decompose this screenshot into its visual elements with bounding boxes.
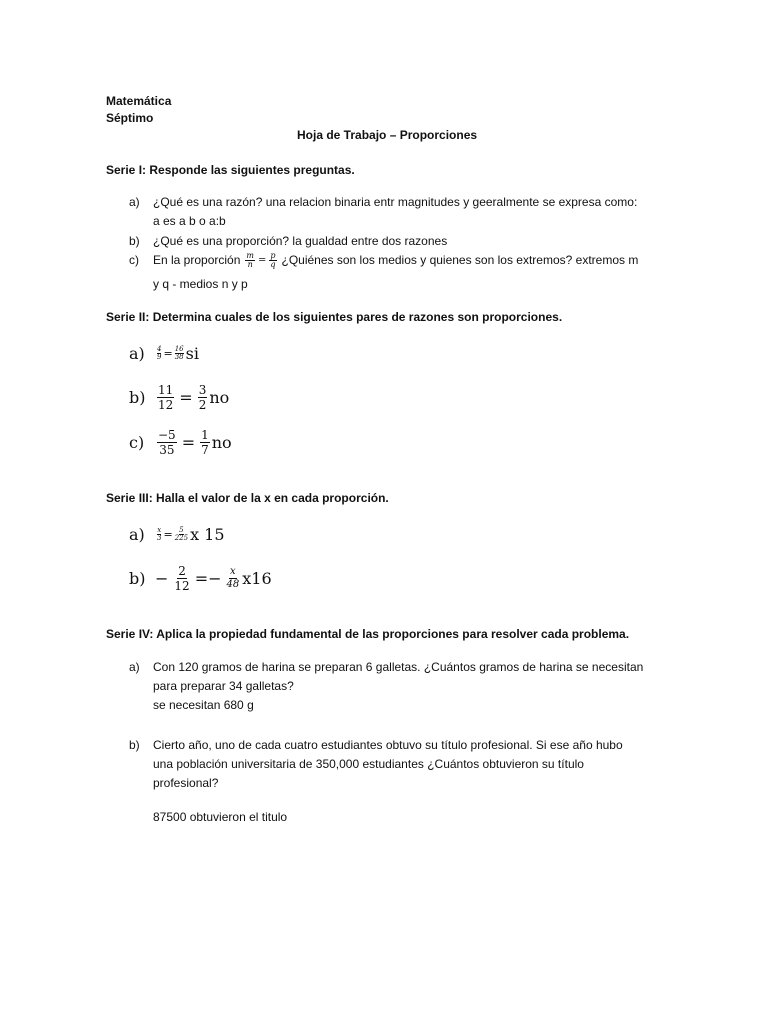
serie2-b-label: b) — [129, 387, 146, 407]
frac-num: m — [246, 251, 254, 260]
frac-num: 16 — [174, 344, 184, 353]
serie4-a-line2: para preparar 34 galletas? — [153, 679, 294, 693]
serie2-c-label: c) — [129, 432, 145, 452]
equals-sign: =− — [194, 568, 222, 588]
serie1-a-line2: a es a b o a:b — [153, 214, 226, 228]
frac-den: 48 — [226, 578, 240, 590]
equals-sign: = — [181, 432, 196, 452]
serie1-c-line1 — [153, 251, 638, 270]
serie4-a-answer: se necesitan 680 g — [153, 698, 254, 712]
frac-den: 12 — [158, 397, 174, 412]
frac-num: 5 — [179, 525, 184, 534]
serie4-b-line2: una población universitaria de 350,000 estudiantes ¿Cuántos obtuvieron su título — [153, 757, 584, 771]
proportion-formula — [244, 251, 277, 270]
serie1-a-line1: ¿Qué es una razón? una relacion binaria entr magnitudes y geeralmente se expresa como: — [153, 195, 638, 209]
page-title: Hoja de Trabajo – Proporciones — [297, 128, 478, 142]
frac-num: 1 — [201, 427, 209, 442]
serie1-heading: Serie I: Responde las siguientes preguntas. — [106, 163, 355, 177]
serie2-a-row — [129, 342, 199, 364]
serie2-c-row — [129, 428, 232, 456]
serie4-b-line3: profesional? — [153, 776, 219, 790]
equals-sign: = — [163, 527, 173, 541]
subject-label: Matemática — [106, 94, 172, 108]
serie4-b-label: b) — [129, 738, 140, 752]
serie1-c-label: c) — [129, 253, 139, 267]
serie4-a-label: a) — [129, 660, 140, 674]
serie1-c-line2: y q - medios n y p — [153, 277, 248, 291]
serie2-a-answer: si — [185, 343, 199, 363]
minus-sign: − — [155, 568, 169, 588]
frac-den: q — [270, 260, 276, 269]
frac-num: 11 — [158, 382, 174, 397]
frac-num: −5 — [158, 427, 176, 442]
serie1-c-pre: En la proporción — [153, 253, 241, 267]
serie3-b-label: b) — [129, 568, 146, 588]
grade-label: Séptimo — [106, 111, 154, 125]
frac-den: 9 — [157, 352, 162, 361]
serie4-a-line1: Con 120 gramos de harina se preparan 6 galletas. ¿Cuántos gramos de harina se necesitan — [153, 660, 644, 674]
serie1-b-label: b) — [129, 234, 140, 248]
frac-den: 225 — [174, 533, 189, 542]
frac-den: 12 — [174, 578, 190, 593]
serie4-b-answer: 87500 obtuvieron el titulo — [153, 810, 288, 824]
serie3-b-answer: x16 — [242, 568, 272, 588]
equals-sign: = — [179, 387, 193, 407]
frac-num: 2 — [178, 563, 186, 578]
equals-sign: = — [257, 255, 267, 266]
serie1-b-line: ¿Qué es una proporción? la gualdad entre dos razones — [153, 234, 448, 248]
frac-num: 4 — [157, 344, 162, 353]
equals-sign: = — [163, 346, 173, 360]
serie3-a-row — [129, 523, 225, 545]
frac-num: p — [270, 251, 276, 260]
serie3-a-label: a) — [129, 524, 145, 544]
serie4-heading: Serie IV: Aplica la propiedad fundamental de las proporciones para resolver cada problema. — [106, 627, 630, 641]
serie4-b-line1: Cierto año, uno de cada cuatro estudiantes obtuvo su título profesional. Si ese año hubo — [153, 738, 623, 752]
frac-den: 35 — [159, 442, 175, 457]
serie2-b-row — [129, 383, 229, 411]
frac-den: 2 — [198, 397, 207, 412]
frac-den: 3 — [157, 533, 162, 542]
frac-den: 7 — [201, 442, 209, 457]
serie2-a-label: a) — [129, 343, 145, 363]
serie3-b-row — [129, 563, 272, 593]
frac-num: x — [230, 565, 236, 577]
frac-num: 3 — [198, 382, 207, 397]
serie3-a-answer: x 15 — [190, 524, 225, 544]
serie2-b-answer: no — [209, 387, 230, 407]
serie2-heading: Serie II: Determina cuales de los siguientes pares de razones son proporciones. — [106, 310, 563, 324]
serie1-a-label: a) — [129, 195, 140, 209]
serie1-c-post: ¿Quiénes son los medios y quienes son los extremos? extremos m — [281, 253, 639, 267]
serie2-c-answer: no — [211, 432, 232, 452]
frac-den: n — [247, 260, 253, 269]
frac-den: 38 — [174, 352, 184, 361]
frac-num: x — [157, 525, 162, 534]
serie3-heading: Serie III: Halla el valor de la x en cada proporción. — [106, 491, 389, 505]
